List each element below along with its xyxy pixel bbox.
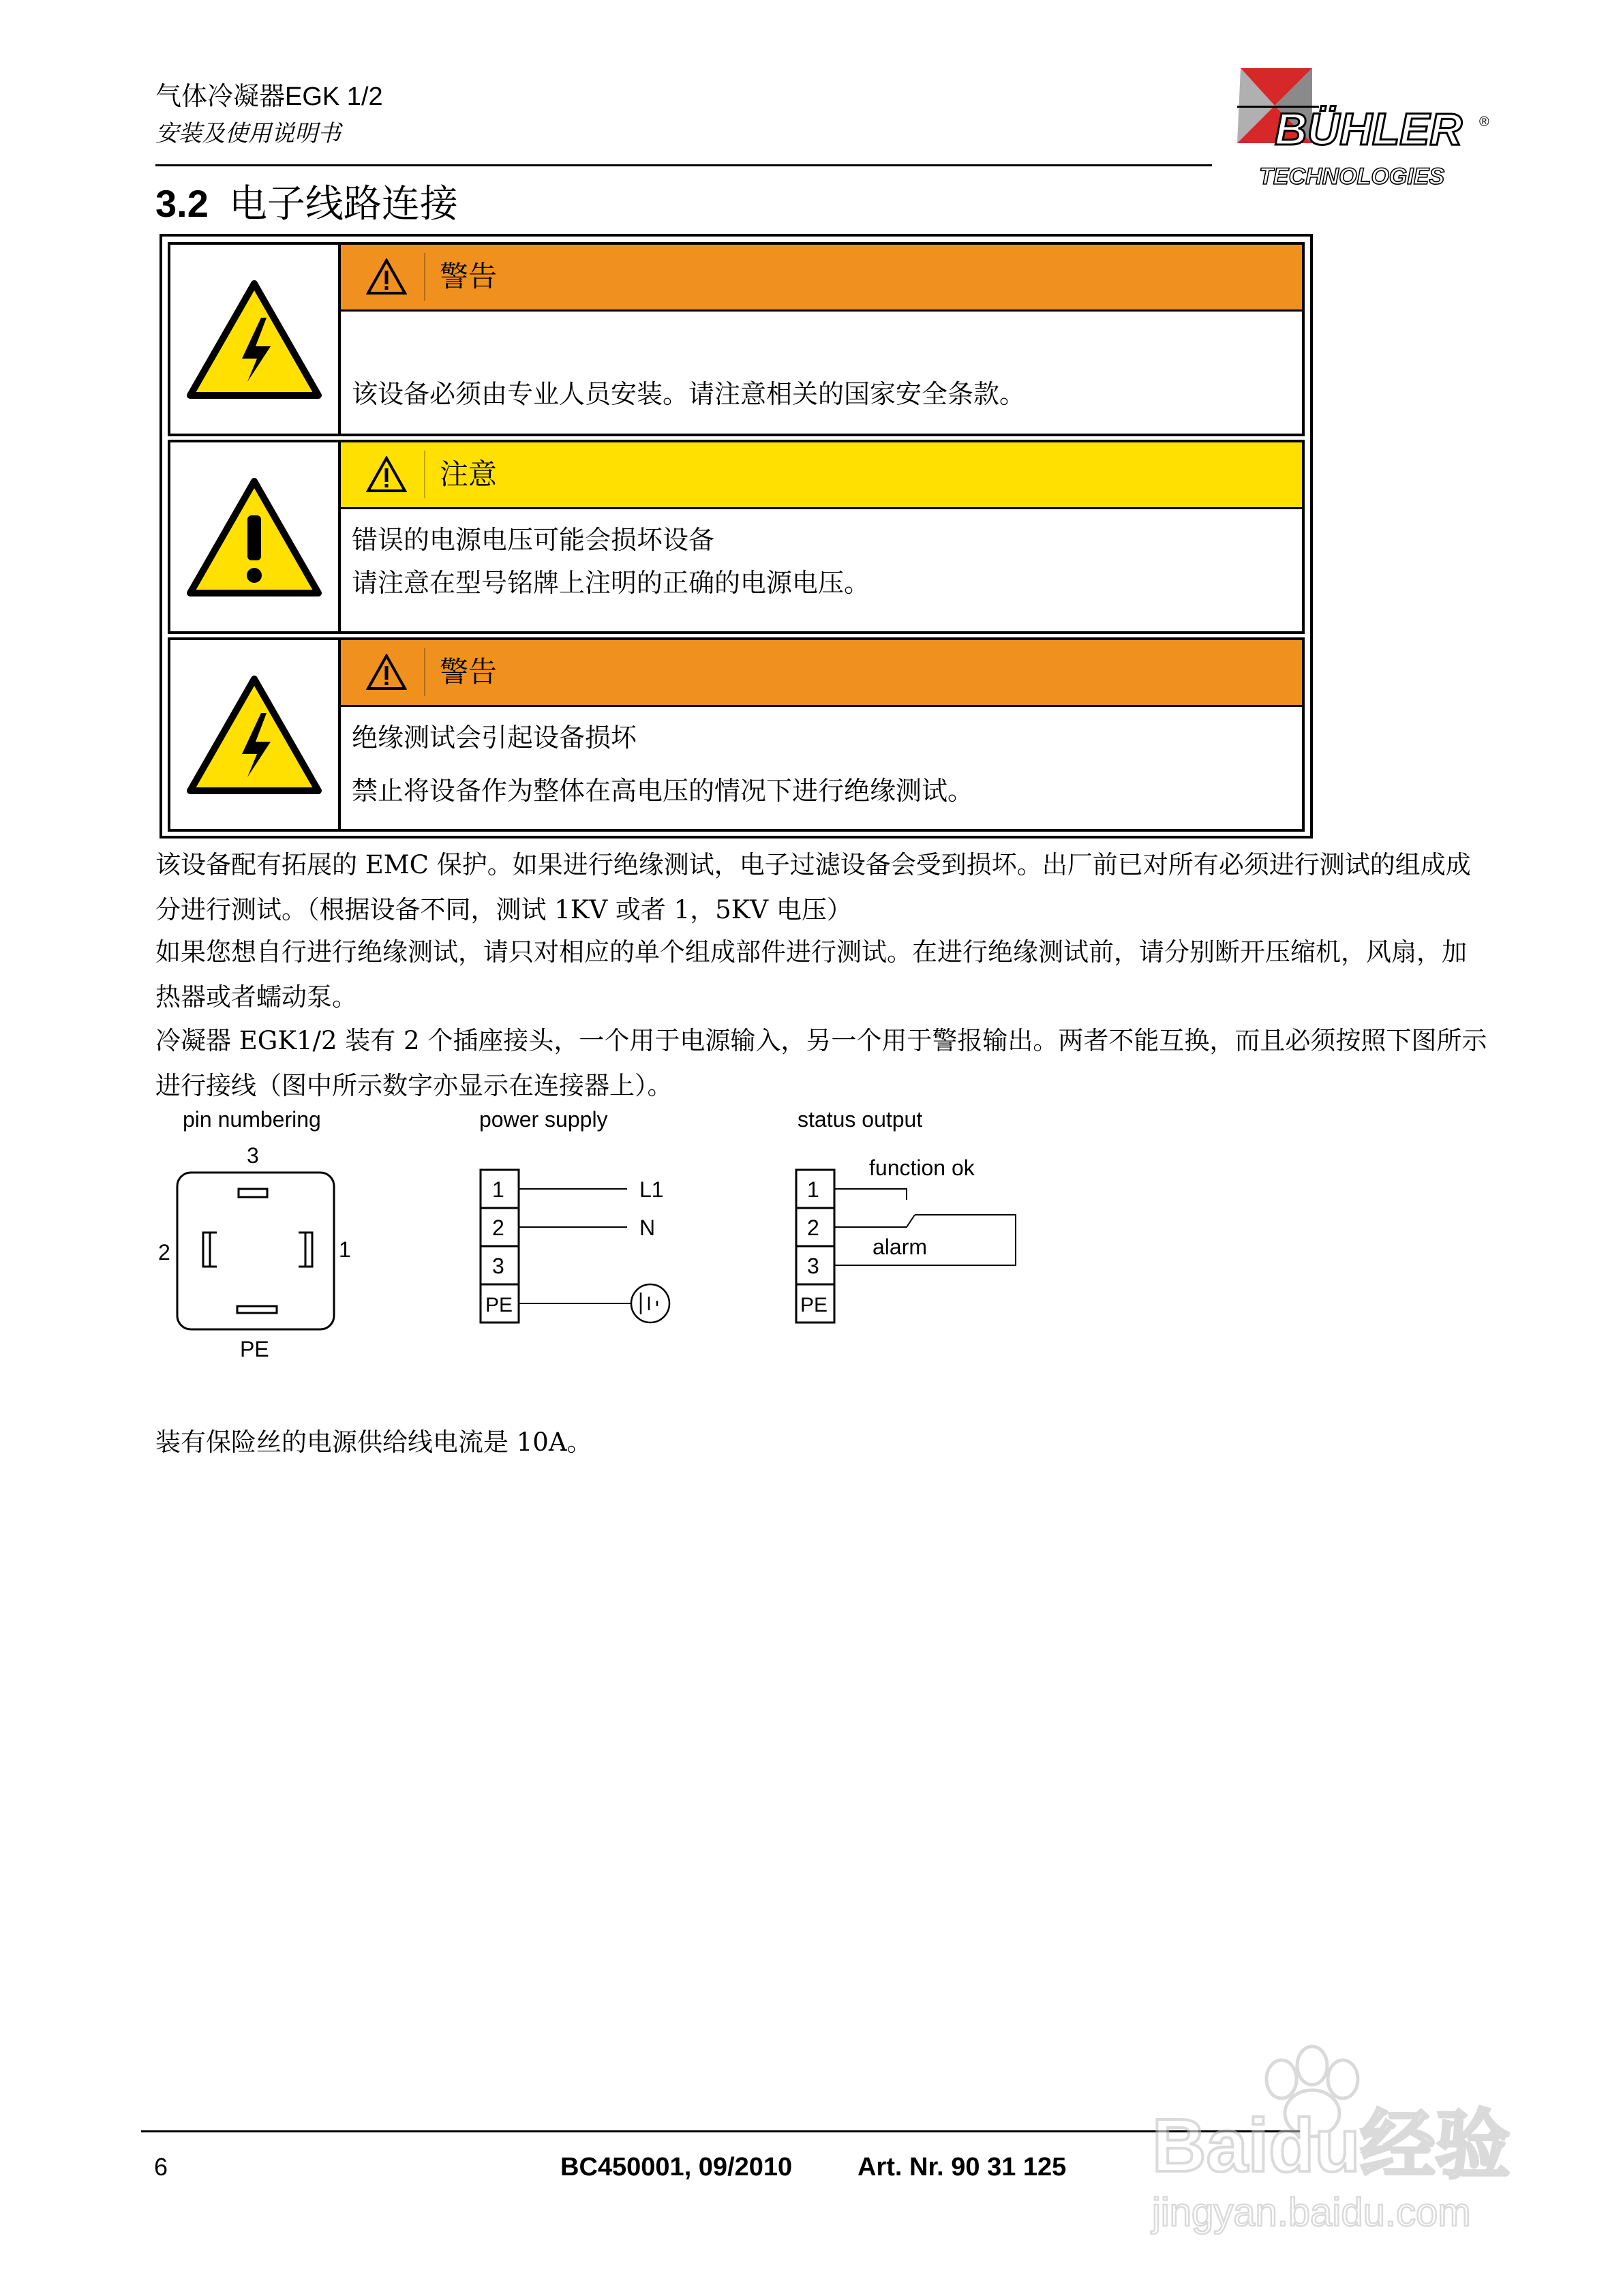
article-number: Art. Nr. 90 31 125 (858, 2153, 1067, 2181)
alarm-label: alarm (873, 1235, 928, 1259)
warning-triangle-icon (349, 648, 425, 696)
warning-text: 该设备必须由专业人员安装。请注意相关的国家安全条款。 (352, 379, 1026, 409)
status-output-title: status output (798, 1107, 923, 1132)
electric-hazard-icon (170, 640, 341, 829)
pin-label-left: 2 (158, 1240, 170, 1265)
connector-pin-layout (177, 1173, 334, 1329)
paragraph-emc: 该设备配有拓展的 EMC 保护。如果进行绝缘测试，电子过滤设备会受到损坏。出厂前已对所有必须进行测试的组成成分进行测试。（根据设备不同，测试 1KV 或者 1，5KV 电压） (155, 850, 1471, 924)
status-pin-pe: PE (800, 1294, 828, 1316)
status-pin-2: 2 (807, 1215, 819, 1240)
caution-heading: 错误的电源电压可能会损坏设备 (352, 526, 715, 555)
paragraph-insulation: 如果您想自行进行绝缘测试，请只对相应的单个组成部件进行测试。在进行绝缘测试前，请分别断开压缩机，风扇，加热器或者蠕动泵。 (155, 937, 1467, 1012)
warning-band (341, 640, 1302, 707)
pin-numbering-title: pin numbering (183, 1107, 321, 1132)
pin-label-bottom: PE (240, 1337, 269, 1361)
exclamation-hazard-icon (170, 442, 341, 631)
warning-triangle-icon (349, 253, 425, 301)
header-subtitle: 安装及使用说明书 (155, 121, 341, 147)
header-rule (155, 164, 1212, 166)
warning-box (168, 242, 1305, 436)
warning-box (168, 637, 1305, 832)
document-number: BC450001, 09/2010 (560, 2153, 793, 2181)
logo-brand: BÜHLER (1275, 104, 1462, 154)
power-supply-title: power supply (479, 1107, 608, 1132)
section-title (155, 174, 458, 228)
logo-sub: TECHNOLOGIES (1259, 164, 1445, 190)
warning-text: 禁止将设备作为整体在高电压的情况下进行绝缘测试。 (352, 776, 974, 806)
warning-label: 警告 (440, 655, 498, 689)
power-pin-3: 3 (492, 1254, 504, 1278)
warning-band (341, 245, 1302, 312)
pin-label-top: 3 (247, 1143, 259, 1168)
pin-label-right: 1 (339, 1237, 351, 1262)
function-ok-label: function ok (869, 1155, 975, 1180)
footer-rule (141, 2130, 1300, 2132)
section-title-text: 电子线路连接 (228, 182, 458, 225)
baidu-watermark (1138, 2031, 1534, 2236)
warning-label: 警告 (440, 260, 498, 293)
caution-text: 请注意在型号铭牌上注明的正确的电源电压。 (352, 568, 870, 598)
caution-triangle-icon (349, 451, 425, 498)
section-number: 3.2 (155, 182, 209, 225)
buhler-logo (1210, 68, 1496, 191)
power-pin-2: 2 (492, 1215, 504, 1240)
paragraph-connectors: 冷凝器 EGK1/2 装有 2 个插座接头，一个用于电源输入，另一个用于警报输出。两者不能互换，而且必须按照下图所示进行接线（图中所示数字亦显示在连接器上）。 (155, 1026, 1487, 1100)
watermark-brand: Baidu经验 (1152, 2104, 1511, 2188)
power-pin-1: 1 (492, 1177, 504, 1202)
caution-label: 注意 (440, 457, 498, 491)
status-pin-1: 1 (807, 1177, 819, 1202)
page-number: 6 (154, 2153, 168, 2181)
status-pin-3: 3 (807, 1254, 819, 1278)
fuse-note: 装有保险丝的电源供给线电流是 10A。 (155, 1428, 592, 1457)
power-l1-label: L1 (639, 1177, 664, 1202)
warning-heading: 绝缘测试会引起设备损坏 (352, 724, 637, 753)
header-title: 气体冷凝器EGK 1/2 (155, 82, 383, 111)
power-n-label: N (639, 1215, 656, 1240)
svg-text:®: ® (1479, 115, 1489, 130)
electric-hazard-icon (170, 245, 341, 434)
watermark-url: jingyan.baidu.com (1152, 2190, 1471, 2235)
caution-band (341, 442, 1302, 509)
caution-box (168, 440, 1305, 634)
ground-icon (631, 1284, 669, 1323)
wiring-diagram (150, 1132, 1036, 1377)
power-pin-pe: PE (485, 1294, 513, 1316)
